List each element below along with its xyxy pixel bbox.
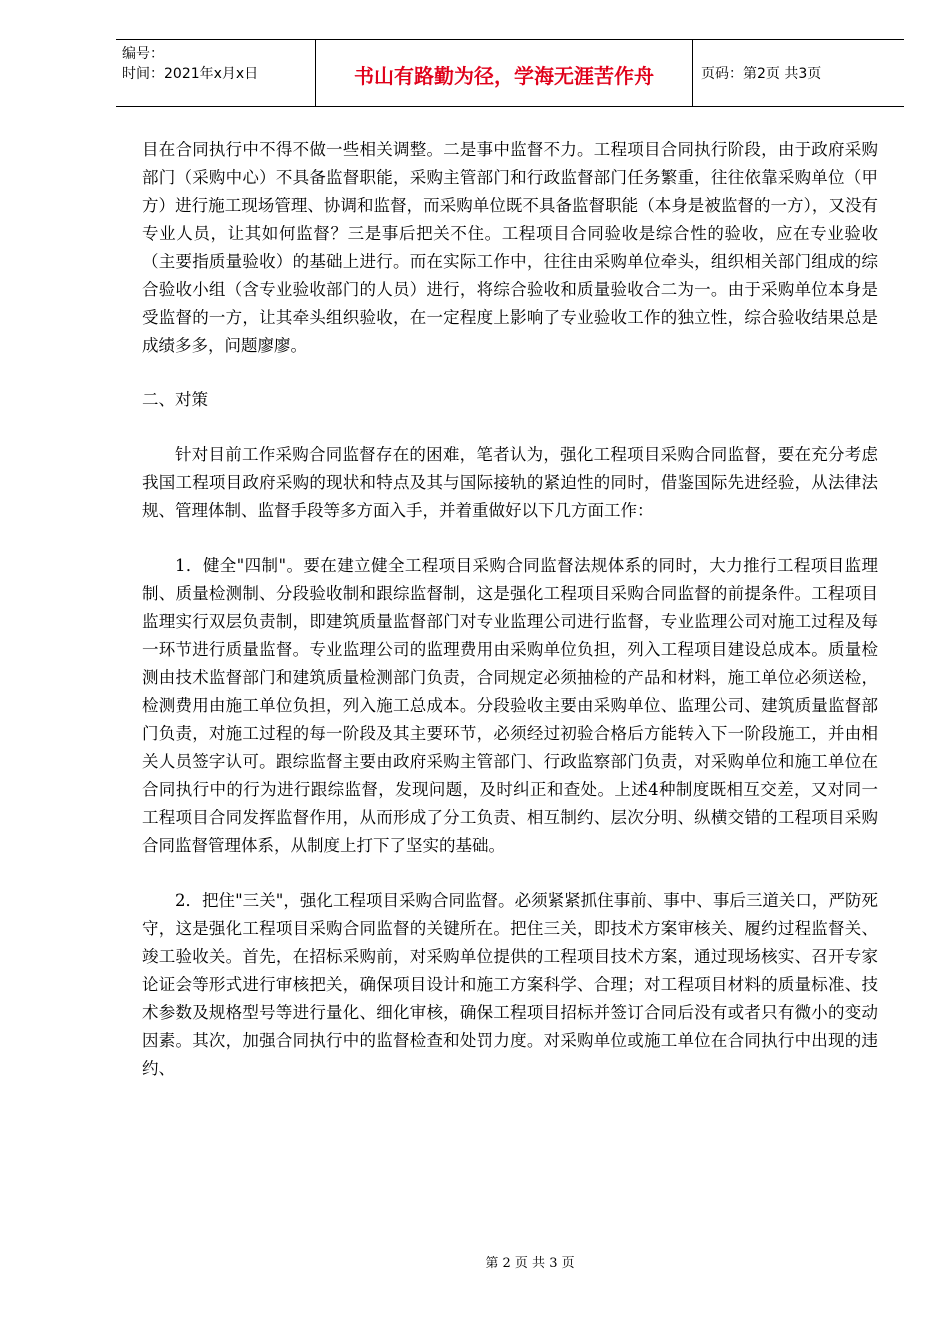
paragraph-continued: 目在合同执行中不得不做一些相关调整。二是事中监督不力。工程项目合同执行阶段，由于政府采购部门（采购中心）不具备监督职能，采购主管部门和行政监督部门任务繁重，往往依靠采购单位（甲方）进行施工现场管理、协调和监督，而采购单位既不具备监督职能（本身是被监督的一方），又没有专业人员，让其如何监督？三是事后把关不住。工程项目合同验收是综合性的验收，应在专业验收（主要指质量验收）的基础上进行。而在实际工作中，往往由采购单位牵头，组织相关部门组成的综合验收小组（含专业验收部门的人员）进行，将综合验收和质量验收合二为一。由于采购单位本身是受监督的一方，让其牵头组织验收，在一定程度上影响了专业验收工作的独立性，综合验收结果总是成绩多多，问题廖廖。: [142, 140, 878, 355]
date-label: 时间：2021年x月x日: [122, 66, 259, 82]
paragraph-three-checkpoints: 2．把住"三关"，强化工程项目采购合同监督。必须紧紧抓住事前、事中、事后三道关口，严防死守，这是强化工程项目采购合同监督的关键所在。把住三关，即技术方案审核关、履约过程监督关、竣工验收关。首先，在招标采购前，对采购单位提供的工程项目技术方案，通过现场核实、召开专家论证会等形式进行审核把关，确保项目设计和施工方案科学、合理；对工程项目材料的质量标准、技术参数及规格型号等进行量化、细化审核，确保工程项目招标并签订合同后没有或者只有微小的变动因素。其次，加强合同执行中的监督检查和处罚力度。对采购单位或施工单位在合同执行中出现的违约、: [142, 891, 878, 1078]
paragraph-four-systems: 1．健全"四制"。要在建立健全工程项目采购合同监督法规体系的同时，大力推行工程项目监理制、质量检测制、分段验收制和跟综监督制，这是强化工程项目采购合同监督的前提条件。工程项目监理实行双层负责制，即建筑质量监督部门对专业监理公司进行监督，专业监理公司对施工过程及每一环节进行质量监督。专业监理公司的监理费用由采购单位负担，列入工程项目建设总成本。质量检测由技术监督部门和建筑质量检测部门负责，合同规定必须抽检的产品和材料，施工单位必须送检，检测费用由施工单位负担，列入施工总成本。分段验收主要由采购单位、监理公司、建筑质量监督部门负责，对施工过程的每一阶段及其主要环节，必须经过初验合格后方能转入下一阶段施工，并由相关人员签字认可。跟综监督主要由政府采购主管部门、行政监察部门负责，对采购单位和施工单位在合同执行中的行为进行跟综监督，发现问题，及时纠正和查处。上述4种制度既相互交差，又对同一工程项目合同发挥监督作用，从而形成了分工负责、相互制约、层次分明、纵横交错的工程项目采购合同监督管理体系，从制度上打下了坚实的基础。: [142, 556, 878, 855]
paragraph-intro: 针对目前工作采购合同监督存在的困难，笔者认为，强化工程项目采购合同监督，要在充分考虑我国工程项目政府采购的现状和特点及其与国际接轨的紧迫性的同时，借鉴国际先进经验，从法律法规、管理体制、监督手段等多方面入手，并着重做好以下几方面工作：: [142, 445, 878, 520]
header-motto: 书山有路勤为径，学海无涯苦作舟: [316, 40, 693, 106]
page-header: [116, 39, 904, 107]
serial-number-label: 编号：: [122, 46, 164, 62]
section-heading: 二、对策: [142, 390, 208, 409]
header-meta-cell: [116, 40, 316, 106]
document-body: [142, 136, 878, 1083]
header-page-code: 页码：第2页 共3页: [701, 66, 822, 82]
page-footer: 第 2 页 共 3 页: [485, 1256, 575, 1271]
